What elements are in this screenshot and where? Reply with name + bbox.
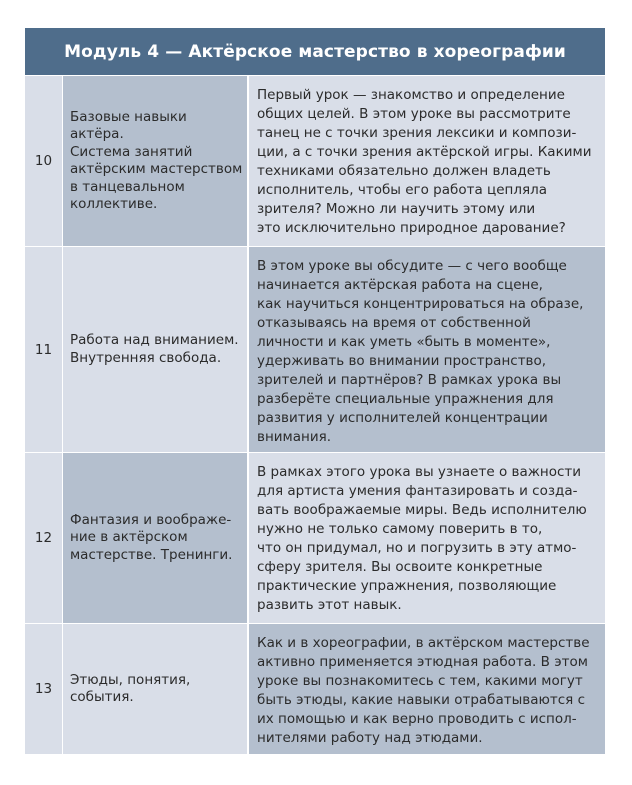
lesson-number: 11	[25, 247, 63, 452]
lesson-description: В рамках этого урока вы узнаете о важности для артиста умения фантазировать и созда- вать воображаемые миры. Ведь исполнителю нужно не только самому поверить в то, что он придумал, но и погрузить в эту атмо- сферу зрителя. Вы освоите конкретные практические упражнения, позволяющие развить этот навык.	[249, 453, 605, 623]
lesson-number: 10	[25, 76, 63, 246]
table-title: Модуль 4 — Актёрское мастерство в хореографии	[25, 28, 605, 75]
lesson-topic-text: Фантазия и воображе- ние в актёрском мастерстве. Тренинги.	[70, 511, 233, 563]
lesson-description: Первый урок — знакомство и определение общих целей. В этом уроке вы рассмотрите танец не с точки зрения лексики и компози- ции, а с точки зрения актёрской игры. Какими техниками обязательно должен владеть исполнитель, чтобы его работа цепляла зрителя? Можно ли научить этому или это исключительно природное дарование?	[249, 76, 605, 246]
lesson-topic-text: Базовые навыки актёра. Система занятий актёрским мастерством в танцевальном коллективе.	[70, 108, 243, 212]
table-row	[25, 75, 605, 246]
table-row	[25, 246, 605, 452]
lesson-topic	[63, 624, 249, 754]
lesson-topic	[63, 76, 249, 246]
lesson-description: Как и в хореографии, в актёрском мастерстве активно применяется этюдная работа. В этом уроке вы познакомитесь с тем, какими могут быть этюды, какие навыки отрабатываются с их помощью и как верно проводить с испол- нителями работу над этюдами.	[249, 624, 605, 754]
lesson-number: 12	[25, 453, 63, 623]
lesson-description: В этом уроке вы обсудите — с чего вообще начинается актёрская работа на сцене, как научиться концентрироваться на образе, отказываясь на время от собственной личности и как уметь «быть в моменте», удерживать во внимании пространство, зрителей и партнёров? В рамках урока вы разберёте специальные упражнения для развития у исполнителей концентрации внимания.	[249, 247, 605, 452]
lesson-topic-text: Работа над вниманием. Внутренняя свобода.	[70, 332, 239, 366]
lesson-topic	[63, 453, 249, 623]
module-table	[25, 28, 605, 754]
lesson-topic-text: Этюды, понятия, события.	[70, 671, 191, 705]
table-row	[25, 452, 605, 623]
lesson-topic	[63, 247, 249, 452]
table-row	[25, 623, 605, 754]
lesson-number: 13	[25, 624, 63, 754]
